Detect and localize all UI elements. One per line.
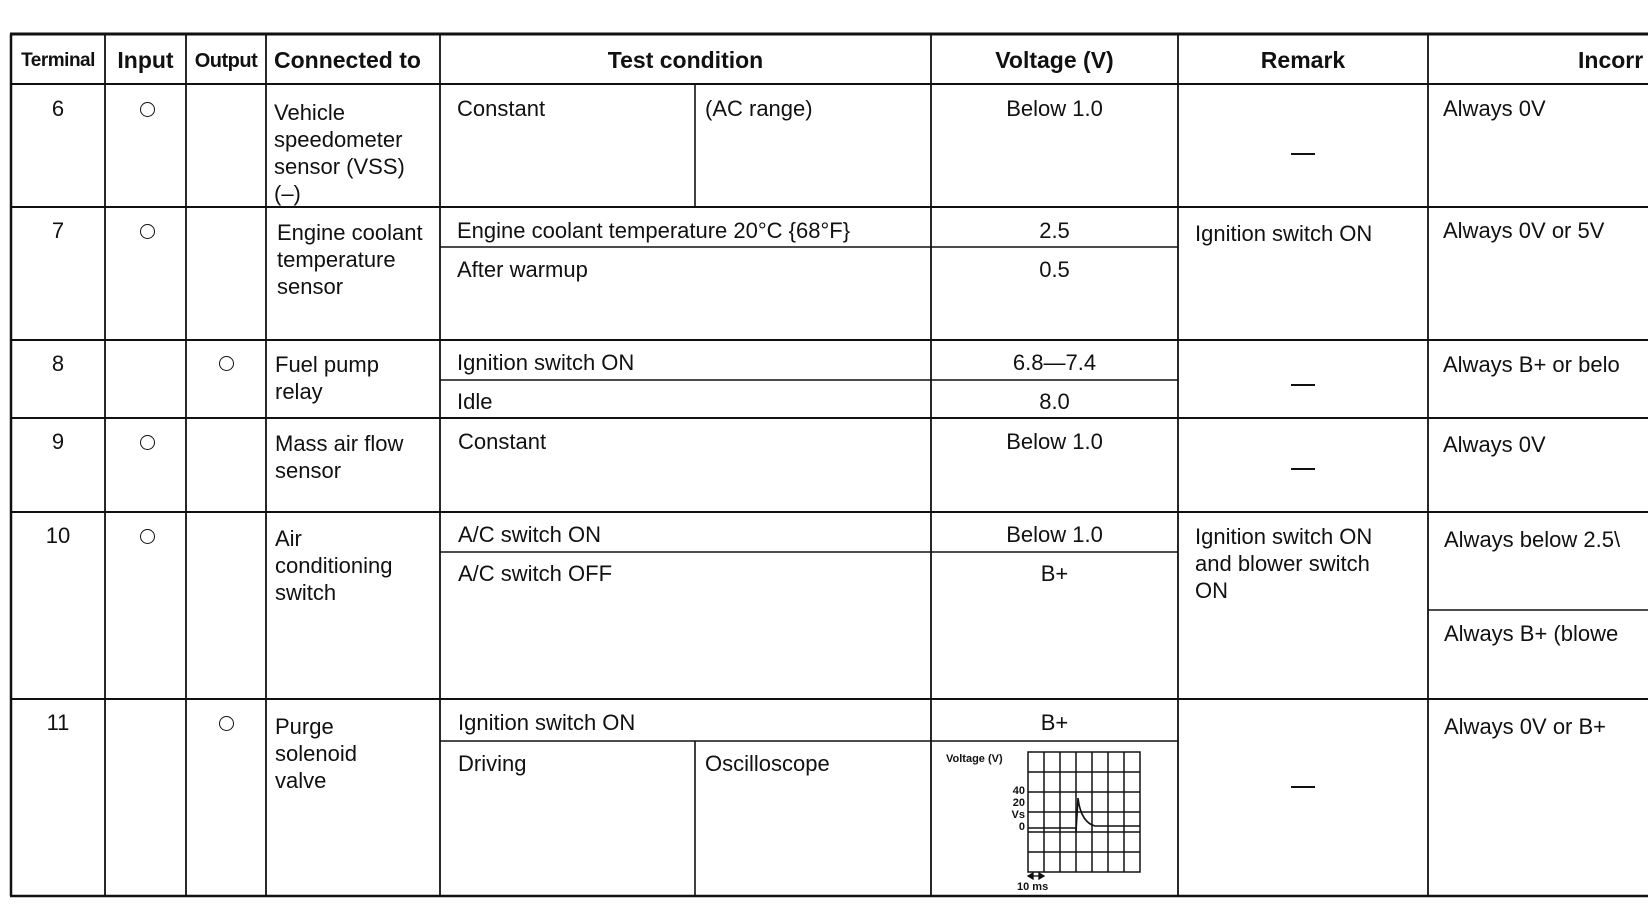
test-condition: Engine coolant temperature 20°C {68°F}	[457, 218, 851, 243]
remark-dash	[1291, 786, 1315, 788]
test-condition: Constant	[457, 96, 546, 121]
terminal-number: 8	[51, 351, 65, 376]
connected-to: Engine coolant temperature sensor	[277, 220, 423, 299]
connected-to: Air conditioning switch	[275, 526, 393, 605]
test-condition: Ignition switch ON	[458, 710, 636, 735]
time-scale-label: 10 ms	[1017, 881, 1049, 893]
voltage-value: Below 1.0	[1006, 96, 1103, 121]
tick-label: 0	[1018, 821, 1025, 833]
header-incorrect: Incorr	[1578, 47, 1644, 73]
incorrect-value: Always 0V	[1443, 432, 1546, 457]
terminal-number: 6	[51, 96, 65, 121]
tick-label: Vs	[1011, 809, 1025, 821]
connected-to: Mass air flow sensor	[275, 431, 404, 483]
output-circle-icon	[219, 716, 234, 731]
voltage-value: B+	[1040, 710, 1069, 735]
remark-text: Ignition switch ON and blower switch ON	[1195, 524, 1373, 603]
test-condition: Constant	[458, 429, 547, 454]
waveform-trace	[1028, 798, 1140, 832]
terminal-number: 10	[45, 523, 71, 548]
test-condition: Ignition switch ON	[457, 350, 635, 375]
voltage-value: 8.0	[1039, 389, 1070, 414]
incorrect-value: Always 0V or B+	[1444, 714, 1607, 739]
waveform-ylabel: Voltage (V)	[946, 753, 1003, 765]
voltage-value: Below 1.0	[1006, 522, 1103, 547]
incorrect-value: Always 0V	[1443, 96, 1546, 121]
header-remark: Remark	[1260, 47, 1346, 73]
terminal-number: 11	[46, 710, 70, 735]
header-terminal: Terminal	[21, 50, 95, 71]
connected-to: Fuel pump relay	[275, 352, 379, 404]
incorrect-value: Always B+ (blowe	[1444, 621, 1619, 646]
test-condition: A/C switch OFF	[458, 561, 613, 586]
header-input: Input	[117, 47, 174, 73]
connected-to: Purge solenoid valve	[275, 714, 357, 793]
terminal-number: 9	[51, 429, 65, 454]
terminal-number: 7	[51, 218, 65, 243]
time-scale-arrow	[1028, 873, 1044, 879]
voltage-value: Below 1.0	[1006, 429, 1103, 454]
remark-dash	[1291, 384, 1315, 386]
test-instrument: Oscilloscope	[705, 751, 830, 776]
tick-label: 40	[1012, 785, 1025, 797]
tick-label: 20	[1012, 797, 1025, 809]
voltage-value: 0.5	[1039, 257, 1070, 282]
test-condition: Idle	[457, 389, 493, 414]
voltage-value: 2.5	[1039, 218, 1070, 243]
header-connected-to: Connected to	[274, 47, 421, 73]
header-output: Output	[194, 50, 258, 72]
input-circle-icon	[140, 435, 155, 450]
remark-dash	[1291, 153, 1315, 155]
input-circle-icon	[140, 224, 155, 239]
voltage-value: 6.8—7.4	[1012, 350, 1097, 375]
test-condition: A/C switch ON	[458, 522, 602, 547]
header-test-condition: Test condition	[607, 47, 764, 73]
remark-text: Ignition switch ON	[1195, 221, 1373, 246]
incorrect-value: Always below 2.5\	[1444, 527, 1621, 552]
voltage-value: B+	[1040, 561, 1069, 586]
remark-dash	[1291, 468, 1315, 470]
output-circle-icon	[219, 356, 234, 371]
oscilloscope-waveform	[945, 748, 1145, 893]
waveform-grid	[1028, 752, 1140, 872]
incorrect-value: Always 0V or 5V	[1443, 218, 1605, 243]
test-condition: Driving	[458, 751, 527, 776]
incorrect-value: Always B+ or belo	[1443, 352, 1620, 377]
connected-to: Vehicle speedometer sensor (VSS) (–)	[274, 100, 405, 206]
header-voltage: Voltage (V)	[995, 47, 1114, 73]
input-circle-icon	[140, 529, 155, 544]
test-instrument: (AC range)	[705, 96, 813, 121]
test-condition: After warmup	[457, 257, 588, 282]
input-circle-icon	[140, 102, 155, 117]
